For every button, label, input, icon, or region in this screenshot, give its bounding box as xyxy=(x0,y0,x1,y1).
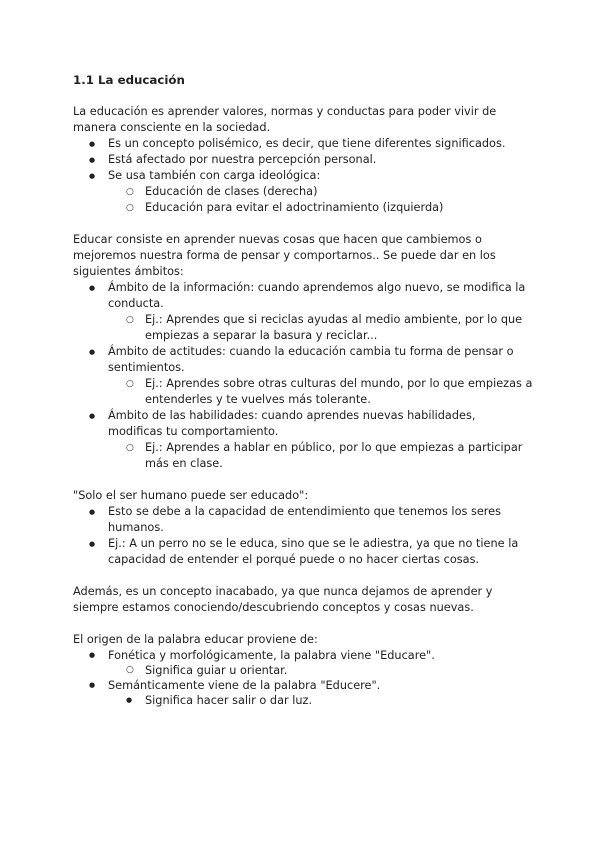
ambitos-list xyxy=(73,280,533,472)
sublist-item: ○ Educación para evitar el adoctrinamiento (izquierda) xyxy=(108,200,533,216)
ambito-text: Ámbito de actitudes: cuando la educación cambia tu forma de pensar o sentimientos. xyxy=(108,345,514,374)
list-item xyxy=(73,648,533,678)
document-content xyxy=(73,72,533,708)
list-item: ● Ej.: A un perro no se le educa, sino que se le adiestra, ya que no tiene la capacidad de entender el porqué puede o no hacer ciertas cosas. xyxy=(73,536,533,568)
quote-bullet-list xyxy=(73,504,533,568)
example-sublist xyxy=(108,440,533,472)
example-item: ○ Ej.: Aprendes a hablar en público, por lo que empiezas a participar más en clase. xyxy=(108,440,533,472)
ideological-sublist xyxy=(108,184,533,216)
example-item: ○ Ej.: Aprendes sobre otras culturas del mundo, por lo que empiezas a entenderles y te vuelves más tolerante. xyxy=(108,376,533,408)
section-title: 1.1 La educación xyxy=(73,73,185,87)
ambito-text: Ámbito de la información: cuando aprendemos algo nuevo, se modifica la conducta. xyxy=(108,281,526,310)
list-item: ● Está afectado por nuestra percepción personal. xyxy=(73,152,533,168)
meaning-item: ● Significa hacer salir o dar luz. xyxy=(108,693,533,708)
example-item: ○ Ej.: Aprendes que si reciclas ayudas al medio ambiente, por lo que empiezas a separar la basura y reciclar... xyxy=(108,312,533,344)
intro-paragraph: La educación es aprender valores, normas y conductas para poder vivir de manera consciente en la sociedad. xyxy=(73,105,497,134)
list-item xyxy=(73,280,533,344)
educar-paragraph: Educar consiste en aprender nuevas cosas que hacen que cambiemos o mejoremos nuestra forma de pensar y comportarnos.. Se puede dar en los siguientes ámbitos: xyxy=(73,233,496,278)
intro-bullet-list xyxy=(73,136,533,216)
meaning-item: ○ Significa guiar u orientar. xyxy=(108,663,533,678)
origen-text: Fonética y morfológicamente, la palabra viene "Educare". xyxy=(108,649,435,662)
quote-paragraph: "Solo el ser humano puede ser educado": xyxy=(73,489,309,502)
inacabado-paragraph: Además, es un concepto inacabado, ya que nunca dejamos de aprender y siempre estamos conociendo/descubriendo conceptos y cosas nuevas. xyxy=(73,585,493,614)
example-sublist xyxy=(108,376,533,408)
ambito-text: Ámbito de las habilidades: cuando aprendes nuevas habilidades, modificas tu comportamiento. xyxy=(108,409,476,438)
list-item xyxy=(73,678,533,708)
list-item xyxy=(73,168,533,216)
list-item xyxy=(73,408,533,472)
list-item: ● Esto se debe a la capacidad de entendimiento que tenemos los seres humanos. xyxy=(73,504,533,536)
meaning-sublist xyxy=(108,663,533,678)
origen-text: Semánticamente viene de la palabra "Educere". xyxy=(108,679,381,692)
origen-list xyxy=(73,648,533,708)
list-item xyxy=(73,344,533,408)
example-sublist xyxy=(108,312,533,344)
meaning-sublist xyxy=(108,693,533,708)
list-item-text: Se usa también con carga ideológica: xyxy=(108,169,321,182)
list-item: ● Es un concepto polisémico, es decir, que tiene diferentes significados. xyxy=(73,136,533,152)
sublist-item: ○ Educación de clases (derecha) xyxy=(108,184,533,200)
origen-paragraph: El origen de la palabra educar proviene de: xyxy=(73,633,318,646)
